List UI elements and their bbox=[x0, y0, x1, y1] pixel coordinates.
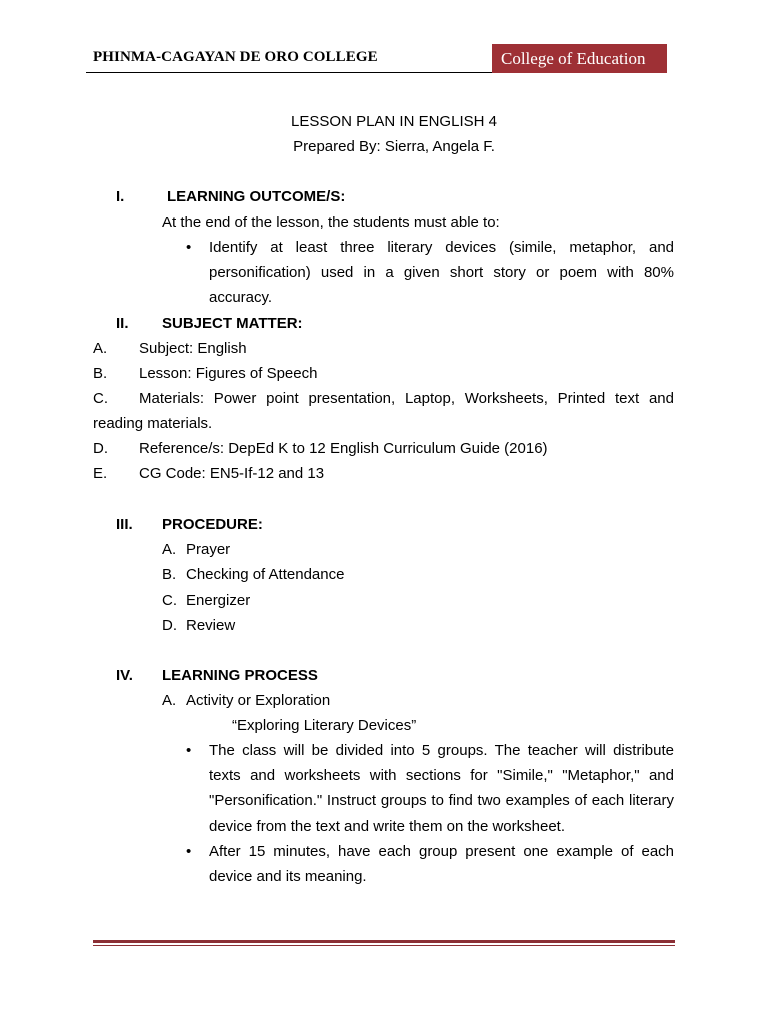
list-item: Energizer bbox=[186, 592, 251, 609]
list-item: Prayer bbox=[186, 541, 231, 558]
footer-rule-thick bbox=[93, 940, 675, 943]
list-item: Reference/s: DepEd K to 12 English Curriculum Guide (2016) bbox=[139, 440, 548, 457]
section-number: II. bbox=[116, 315, 129, 332]
footer-rule-thin bbox=[93, 945, 675, 946]
list-letter: A. bbox=[93, 340, 108, 357]
header-rule bbox=[86, 72, 492, 73]
list-item-continuation: reading materials. bbox=[93, 415, 213, 432]
section-number: III. bbox=[116, 516, 133, 533]
section-number: IV. bbox=[116, 667, 133, 684]
list-letter: A. bbox=[162, 541, 177, 558]
list-letter: B. bbox=[162, 566, 177, 583]
list-item: CG Code: EN5-If-12 and 13 bbox=[139, 465, 325, 482]
list-item: Materials: Power point presentation, Laptop, Worksheets, Printed text and bbox=[139, 390, 674, 407]
list-letter: C. bbox=[93, 390, 108, 407]
list-letter: D. bbox=[93, 440, 108, 457]
list-item: Review bbox=[186, 617, 236, 634]
list-letter: D. bbox=[162, 617, 177, 634]
list-letter: B. bbox=[93, 365, 108, 382]
bullet-icon: • bbox=[186, 239, 192, 256]
list-item: Checking of Attendance bbox=[186, 566, 345, 583]
list-letter: E. bbox=[93, 465, 108, 482]
bullet-icon: • bbox=[186, 742, 192, 759]
list-item: Subject: English bbox=[139, 340, 247, 357]
document-title: LESSON PLAN IN ENGLISH 4 bbox=[291, 113, 497, 130]
list-item: Lesson: Figures of Speech bbox=[139, 365, 318, 382]
list-item: Activity or Exploration bbox=[186, 692, 331, 709]
section-heading: LEARNING PROCESS bbox=[162, 667, 318, 684]
bullet-icon: • bbox=[186, 843, 192, 860]
section-heading: PROCEDURE: bbox=[162, 516, 263, 533]
activity-bullet-text: The class will be divided into 5 groups. The teacher will distribute texts and worksheets with sections for "Simile," "Metaphor," and "Personification." Instruct groups to find two examples of each literary device from the text and write them on the worksheet. bbox=[209, 742, 674, 835]
section-number: I. bbox=[116, 188, 125, 205]
list-letter: C. bbox=[162, 592, 177, 609]
prepared-by: Prepared By: Sierra, Angela F. bbox=[293, 138, 495, 155]
section-intro: At the end of the lesson, the students must able to: bbox=[162, 214, 500, 231]
list-letter: A. bbox=[162, 692, 177, 709]
college-badge: College of Education bbox=[492, 44, 667, 73]
section-heading: SUBJECT MATTER: bbox=[162, 315, 303, 332]
section-heading: LEARNING OUTCOME/S: bbox=[167, 188, 346, 205]
outcome-bullet-text: Identify at least three literary devices (simile, metaphor, and personification) used in a given short story or poem with 80% accuracy. bbox=[209, 239, 674, 307]
school-name: PHINMA-CAGAYAN DE ORO COLLEGE bbox=[93, 49, 378, 65]
activity-bullet-text: After 15 minutes, have each group present one example of each device and its meaning. bbox=[209, 843, 674, 886]
activity-title: “Exploring Literary Devices” bbox=[232, 717, 417, 734]
